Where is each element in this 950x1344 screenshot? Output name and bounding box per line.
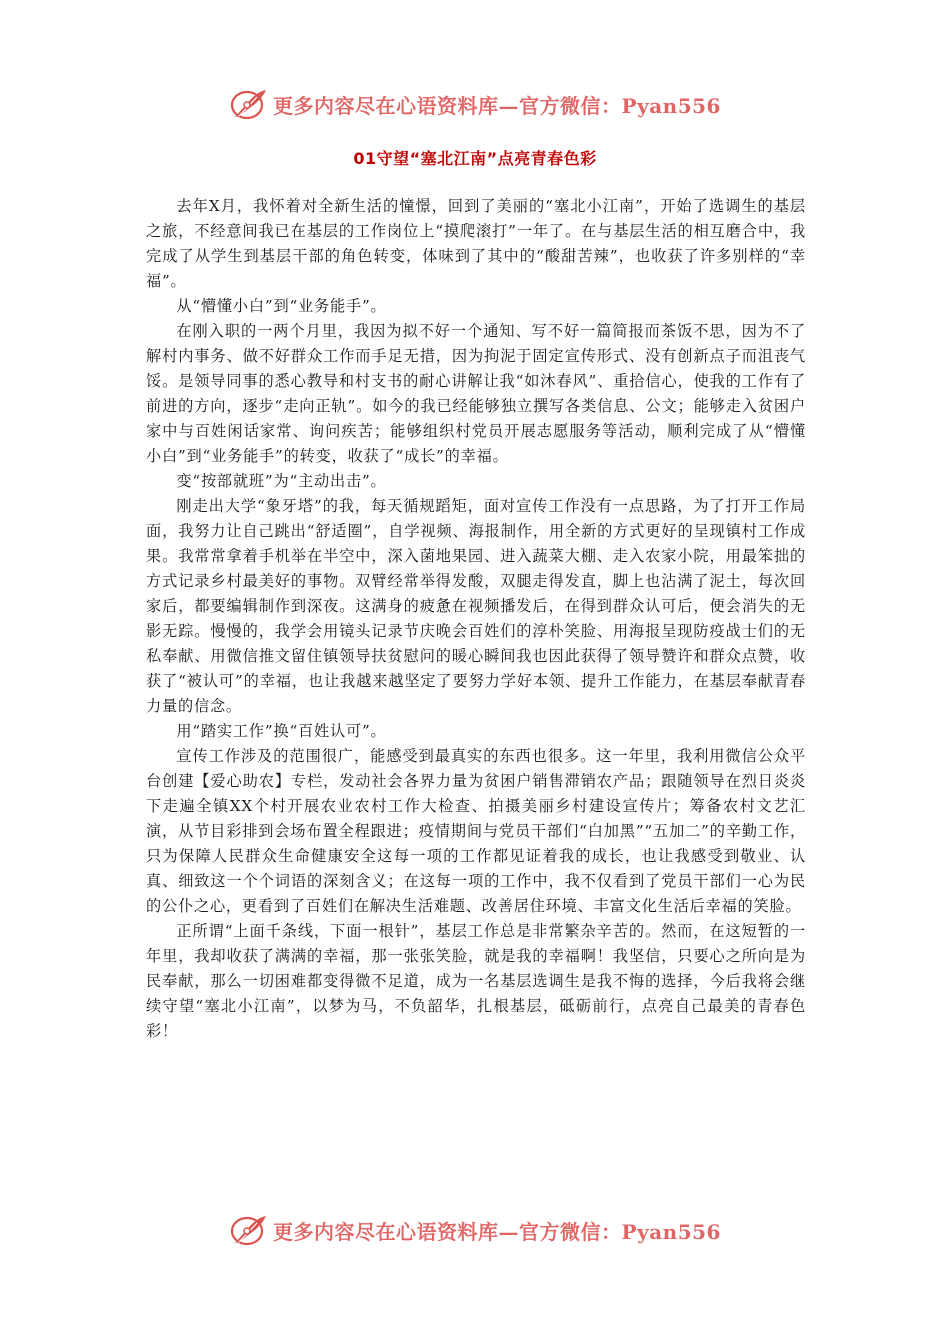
section-heading: 从“懵懂小白”到“业务能手”。 bbox=[176, 297, 387, 315]
article-body bbox=[146, 194, 806, 1044]
body-paragraph: 刚走出大学“象牙塔”的我，每天循规蹈矩，面对宣传工作没有一点思路，为了打开工作局面，我努力让自己跳出“舒适圈”，自学视频、海报制作，用全新的方式更好的呈现镇村工作成果。我常常拿着手机举在半空中，深入菌地果园、进入蔬菜大棚、走入农家小院，用最笨拙的方式记录乡村最美好的事物。双臂经常举得发酸，双腿走得发直，脚上也沾满了泥土，每次回家后，都要编辑制作到深夜。这满身的疲惫在视频播发后，在得到群众认可后，便会消失的无影无踪。慢慢的，我学会用镜头记录节庆晚会百姓们的淳朴笑脸、用海报呈现防疫战士们的无私奉献、用微信推文留住镇领导扶贫慰问的暖心瞬间我也因此获得了领导赞许和群众点赞，收获了“被认可”的幸福，也让我越来越坚定了要努力学好本领、提升工作能力，在基层奉献青春力量的信念。 bbox=[146, 497, 806, 715]
body-paragraph: 正所谓“上面千条线，下面一根针”，基层工作总是非常繁杂辛苦的。然而，在这短暂的一年里，我却收获了满满的幸福，那一张张笑脸，就是我的幸福啊！我坚信，只要心之所向是为民奉献，那么一切困难都变得微不足道，成为一名基层选调生是我不悔的选择，今后我将会继续守望“塞北小江南”，以梦为马，不负韶华，扎根基层，砥砺前行，点亮自己最美的青春色彩！ bbox=[146, 922, 806, 1040]
watermark-text: 更多内容尽在心语资料库—官方微信：Pyan556 bbox=[273, 1219, 721, 1244]
feather-pen-logo-icon bbox=[229, 1213, 269, 1247]
watermark-text: 更多内容尽在心语资料库—官方微信：Pyan556 bbox=[273, 93, 721, 118]
article-title: 01守望“塞北江南”点亮青春色彩 bbox=[353, 149, 597, 168]
feather-pen-logo-icon bbox=[229, 87, 269, 121]
body-paragraph: 在刚入职的一两个月里，我因为拟不好一个通知、写不好一篇简报而茶饭不思，因为不了解村内事务、做不好群众工作而手足无措，因为拘泥于固定宣传形式、没有创新点子而沮丧气馁。是领导同事的悉心教导和村支书的耐心讲解让我“如沐春风”、重拾信心，使我的工作有了前进的方向，逐步“走向正轨”。如今的我已经能够独立撰写各类信息、公文；能够走入贫困户家中与百姓闲话家常、询问疾苦；能够组织村党员开展志愿服务等活动，顺利完成了从“懵懂小白”到“业务能手”的转变，收获了“成长”的幸福。 bbox=[146, 322, 806, 465]
footer-watermark bbox=[0, 1210, 950, 1250]
header-watermark bbox=[0, 84, 950, 124]
body-paragraph: 去年X月，我怀着对全新生活的憧憬，回到了美丽的“塞北小江南”，开始了选调生的基层之旅，不经意间我已在基层的工作岗位上“摸爬滚打”一年了。在与基层生活的相互磨合中，我完成了从学生到基层干部的角色转变，体味到了其中的“酸甜苦辣”，也收获了许多别样的“幸福”。 bbox=[146, 197, 806, 290]
section-heading: 变“按部就班”为“主动出击”。 bbox=[176, 472, 387, 490]
section-heading: 用“踏实工作”换“百姓认可”。 bbox=[176, 722, 387, 740]
body-paragraph: 宣传工作涉及的范围很广，能感受到最真实的东西也很多。这一年里，我利用微信公众平台创建【爱心助农】专栏，发动社会各界力量为贫困户销售滞销农产品；跟随领导在烈日炎炎下走遍全镇XX个村开展农业农村工作大检查、拍摄美丽乡村建设宣传片；筹备农村文艺汇演，从节目彩排到会场布置全程跟进；疫情期间与党员干部们“白加黑”“五加二”的辛勤工作，只为保障人民群众生命健康安全这每一项的工作都见证着我的成长，也让我感受到敬业、认真、细致这一个个词语的深刻含义；在这每一项的工作中，我不仅看到了党员干部们一心为民的公仆之心，更看到了百姓们在解决生活难题、改善居住环境、丰富文化生活后幸福的笑脸。 bbox=[146, 747, 806, 915]
